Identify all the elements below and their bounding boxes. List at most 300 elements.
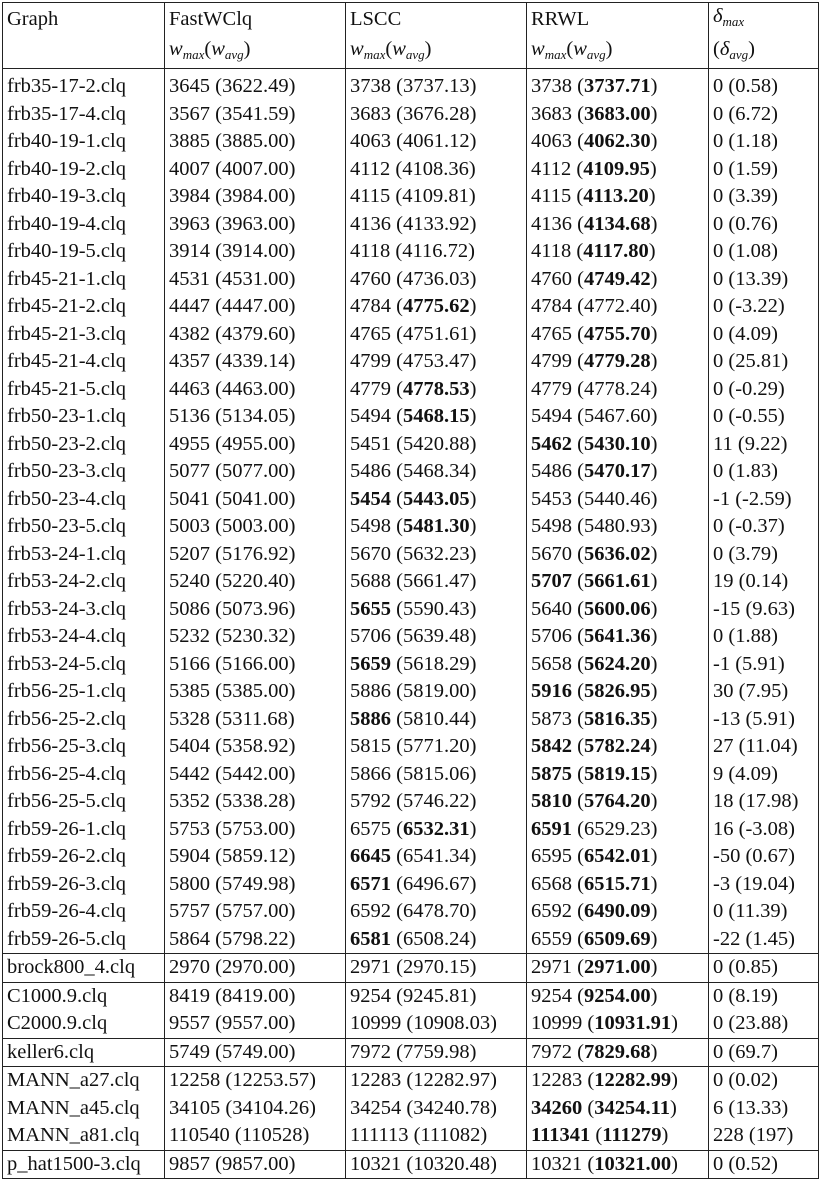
lscc-cell-max: 5659: [350, 652, 391, 675]
fastwclq-cell: 3885 (3885.00): [165, 128, 346, 156]
lscc-cell-max: 5655: [350, 597, 391, 620]
results-table-container: [2, 2, 819, 1179]
fastwclq-cell: 5003 (5003.00): [165, 513, 346, 541]
fastwclq-cell: 5240 (5220.40): [165, 568, 346, 596]
fastwclq-cell: 5077 (5077.00): [165, 458, 346, 486]
rrwl-cell-max: 4115: [531, 185, 572, 207]
lscc-cell-avg: 5618.29: [402, 652, 470, 675]
rrwl-cell-max: 5462: [531, 432, 572, 455]
wmax-wavg-label: $w_{max}$: [531, 37, 567, 62]
rrwl-cell: 34260 (34254.11): [527, 1095, 709, 1123]
table-row: [3, 623, 819, 651]
graph-name-cell: frb53-24-3.clq: [3, 596, 165, 624]
rrwl-cell-avg: 5641.36: [583, 625, 651, 647]
rrwl-cell: 2971 (2971.00): [527, 954, 709, 983]
rrwl-cell-max: 3683: [531, 102, 572, 125]
graph-name-cell: frb56-25-4.clq: [3, 761, 165, 789]
rrwl-cell: 5494 (5467.60): [527, 403, 709, 431]
fastwclq-cell: 3963 (3963.00): [165, 211, 346, 239]
graph-name-cell: frb56-25-3.clq: [3, 733, 165, 761]
lscc-cell-max: 5706: [350, 625, 391, 647]
rrwl-cell: 5707 (5661.61): [527, 568, 709, 596]
lscc-cell: 5486 (5468.34): [346, 458, 527, 486]
table-row: [3, 431, 819, 459]
table-row: [3, 1122, 819, 1150]
rrwl-cell: 5810 (5764.20): [527, 788, 709, 816]
lscc-cell: 9254 (9245.81): [346, 982, 527, 1010]
delta-cell: -13 (5.91): [709, 706, 819, 734]
fastwclq-cell-max: 4382: [169, 322, 210, 345]
table-row: [3, 293, 819, 321]
fastwclq-cell-max: 3567: [169, 102, 210, 125]
delta-cell: 0 (1.08): [709, 238, 819, 266]
rrwl-cell: 10999 (10931.91): [527, 1010, 709, 1038]
fastwclq-cell-max: 5207: [169, 542, 210, 565]
delta-cell: 6 (13.33): [709, 1095, 819, 1123]
lscc-cell-max: 5486: [350, 460, 391, 482]
table-row: [3, 266, 819, 294]
fastwclq-cell-avg: 3885.00: [221, 130, 289, 152]
fastwclq-cell: 4357 (4339.14): [165, 348, 346, 376]
rrwl-cell-max: 7972: [531, 1040, 572, 1063]
table-row: [3, 541, 819, 569]
rrwl-cell-avg: 4113.20: [583, 185, 649, 207]
lscc-cell-max: 5886: [350, 680, 391, 702]
graph-name-cell: keller6.clq: [3, 1038, 165, 1067]
fastwclq-cell-avg: 5338.28: [221, 790, 289, 812]
fastwclq-cell-avg: 110528: [241, 1124, 303, 1146]
table-row: [3, 376, 819, 404]
rrwl-cell-avg: 4117.80: [583, 240, 649, 262]
fastwclq-cell: 8419 (8419.00): [165, 982, 346, 1010]
delta-cell: 27 (11.04): [709, 733, 819, 761]
rrwl-cell: 4799 (4779.28): [527, 348, 709, 376]
lscc-cell: 4784 (4775.62): [346, 293, 527, 321]
rrwl-cell: 9254 (9254.00): [527, 982, 709, 1010]
lscc-cell-max: 5451: [350, 432, 391, 455]
rrwl-cell-max: 4063: [531, 130, 572, 152]
fastwclq-cell: 3645 (3622.49): [165, 73, 346, 101]
lscc-cell-avg: 4109.81: [402, 185, 469, 207]
rrwl-cell-avg: 5636.02: [583, 542, 651, 565]
lscc-cell: 4118 (4116.72): [346, 238, 527, 266]
lscc-cell-avg: 9245.81: [402, 984, 470, 1007]
fastwclq-cell-max: 5442: [169, 762, 210, 785]
graph-name-cell: frb40-19-5.clq: [3, 238, 165, 266]
lscc-cell-avg: 4108.36: [402, 157, 469, 180]
graph-name-cell: frb50-23-5.clq: [3, 513, 165, 541]
rrwl-cell: 4765 (4755.70): [527, 321, 709, 349]
graph-name-cell: MANN_a45.clq: [3, 1095, 165, 1123]
fastwclq-cell-max: 3984: [169, 185, 210, 207]
lscc-cell-avg: 6478.70: [402, 900, 470, 922]
fastwclq-cell: 5207 (5176.92): [165, 541, 346, 569]
fastwclq-cell-avg: 5757.00: [221, 900, 289, 922]
rrwl-cell-avg: 5470.17: [583, 460, 651, 482]
fastwclq-cell: 5041 (5041.00): [165, 486, 346, 514]
rrwl-cell-avg: 4778.24: [583, 377, 651, 400]
lscc-cell-max: 10321: [350, 1152, 402, 1175]
lscc-cell-avg: 5771.20: [402, 735, 470, 757]
fastwclq-cell: 5749 (5749.00): [165, 1038, 346, 1067]
graph-name-cell: frb45-21-4.clq: [3, 348, 165, 376]
rrwl-cell-avg: 4109.95: [583, 157, 650, 180]
fastwclq-cell: 12258 (12253.57): [165, 1067, 346, 1095]
lscc-cell-max: 6645: [350, 845, 391, 867]
header-rrwl: RRWL: [527, 3, 709, 36]
lscc-cell-max: 4799: [350, 350, 391, 372]
delta-cell: 0 (3.79): [709, 541, 819, 569]
fastwclq-cell: 4007 (4007.00): [165, 156, 346, 184]
rrwl-cell-avg: 3737.71: [583, 75, 651, 97]
fastwclq-cell-max: 4007: [169, 157, 210, 180]
lscc-cell-avg: 4751.61: [402, 322, 470, 345]
lscc-cell-avg: 4736.03: [402, 267, 470, 290]
graph-name-cell: frb53-24-4.clq: [3, 623, 165, 651]
lscc-cell-max: 4118: [350, 240, 391, 262]
header-lscc: LSCC: [346, 3, 527, 36]
rrwl-cell: 7972 (7829.68): [527, 1038, 709, 1067]
fastwclq-cell-avg: 4463.00: [221, 377, 289, 400]
rrwl-cell-avg: 7829.68: [583, 1040, 651, 1063]
fastwclq-cell-max: 5904: [169, 845, 210, 867]
lscc-cell: 5494 (5468.15): [346, 403, 527, 431]
fastwclq-cell-max: 5385: [169, 680, 210, 702]
fastwclq-cell-avg: 4339.14: [221, 350, 289, 372]
fastwclq-cell-avg: 5077.00: [221, 460, 289, 482]
fastwclq-cell-max: 8419: [169, 984, 210, 1007]
rrwl-cell-avg: 4749.42: [583, 267, 651, 290]
fastwclq-cell-avg: 5385.00: [221, 680, 289, 702]
lscc-cell-max: 3738: [350, 75, 391, 97]
lscc-cell: 5659 (5618.29): [346, 651, 527, 679]
fastwclq-cell-avg: 9857.00: [221, 1152, 289, 1175]
lscc-cell-avg: 5819.00: [402, 680, 470, 702]
graph-name-cell: frb59-26-3.clq: [3, 871, 165, 899]
table-row: [3, 211, 819, 239]
rrwl-cell-max: 3738: [531, 75, 572, 97]
graph-name-cell: p_hat1500-3.clq: [3, 1150, 165, 1179]
fastwclq-cell-avg: 5749.98: [221, 872, 289, 895]
lscc-cell-max: 5670: [350, 542, 391, 565]
rrwl-cell-max: 5486: [531, 460, 572, 482]
lscc-cell: 10321 (10320.48): [346, 1150, 527, 1179]
lscc-cell-max: 3683: [350, 102, 391, 125]
table-row: [3, 73, 819, 101]
lscc-cell-max: 4784: [350, 295, 391, 317]
fastwclq-cell-max: 5136: [169, 405, 210, 427]
lscc-cell: 5454 (5443.05): [346, 486, 527, 514]
fastwclq-cell-max: 5328: [169, 707, 210, 730]
lscc-cell-avg: 5639.48: [402, 625, 470, 647]
fastwclq-cell: 5136 (5134.05): [165, 403, 346, 431]
delta-cell: -1 (5.91): [709, 651, 819, 679]
lscc-cell-max: 4765: [350, 322, 391, 345]
lscc-cell: 3738 (3737.13): [346, 73, 527, 101]
graph-name-cell: C2000.9.clq: [3, 1010, 165, 1038]
table-row: [3, 183, 819, 211]
wmax-wavg-label: $w_{max}$: [169, 37, 205, 62]
fastwclq-cell: 5166 (5166.00): [165, 651, 346, 679]
graph-name-cell: frb35-17-4.clq: [3, 101, 165, 129]
graph-name-cell: frb50-23-1.clq: [3, 403, 165, 431]
rrwl-cell-max: 34260: [531, 1096, 583, 1119]
fastwclq-cell: 3567 (3541.59): [165, 101, 346, 129]
rrwl-cell-avg: 34254.11: [594, 1096, 670, 1119]
lscc-cell: 7972 (7759.98): [346, 1038, 527, 1067]
fastwclq-cell-max: 9557: [169, 1012, 210, 1034]
rrwl-cell-avg: 111279: [602, 1124, 662, 1146]
delta-cell: 0 (-0.55): [709, 403, 819, 431]
lscc-cell: 4136 (4133.92): [346, 211, 527, 239]
lscc-cell-avg: 4133.92: [402, 212, 470, 235]
rrwl-cell-max: 5670: [531, 542, 572, 565]
fastwclq-cell-max: 5757: [169, 900, 210, 922]
header-delta-avg: $(\delta_{avg})$: [709, 36, 819, 69]
rrwl-cell-max: 6591: [531, 817, 572, 840]
delta-cell: 0 (-0.37): [709, 513, 819, 541]
graph-name-cell: frb40-19-4.clq: [3, 211, 165, 239]
fastwclq-cell-avg: 5003.00: [221, 515, 289, 537]
graph-name-cell: frb45-21-2.clq: [3, 293, 165, 321]
fastwclq-cell-max: 3645: [169, 75, 210, 97]
rrwl-cell-max: 4779: [531, 377, 572, 400]
lscc-cell-avg: 3737.13: [402, 75, 470, 97]
graph-name-cell: MANN_a81.clq: [3, 1122, 165, 1150]
table-row: [3, 568, 819, 596]
fastwclq-cell-avg: 8419.00: [221, 984, 289, 1007]
rrwl-cell-max: 5916: [531, 680, 572, 702]
fastwclq-cell-avg: 5220.40: [221, 570, 289, 592]
rrwl-cell: 5706 (5641.36): [527, 623, 709, 651]
delta-cell: 0 (3.39): [709, 183, 819, 211]
rrwl-cell: 3738 (3737.71): [527, 73, 709, 101]
table-row: [3, 403, 819, 431]
delta-cell: 0 (1.18): [709, 128, 819, 156]
fastwclq-cell: 5904 (5859.12): [165, 843, 346, 871]
rrwl-cell: 10321 (10321.00): [527, 1150, 709, 1179]
fastwclq-cell-avg: 4955.00: [221, 432, 289, 455]
fastwclq-cell-avg: 9557.00: [221, 1012, 289, 1034]
fastwclq-cell: 3984 (3984.00): [165, 183, 346, 211]
rrwl-cell: 4136 (4134.68): [527, 211, 709, 239]
graph-name-cell: frb45-21-1.clq: [3, 266, 165, 294]
lscc-cell-avg: 5746.22: [402, 790, 470, 812]
lscc-cell: 5688 (5661.47): [346, 568, 527, 596]
fastwclq-cell-max: 3963: [169, 212, 210, 235]
rrwl-cell-avg: 5467.60: [583, 405, 651, 427]
lscc-cell-max: 5815: [350, 735, 391, 757]
lscc-cell-avg: 10320.48: [413, 1152, 491, 1175]
lscc-cell-avg: 6532.31: [402, 817, 470, 840]
lscc-cell: 4779 (4778.53): [346, 376, 527, 404]
fastwclq-cell-avg: 5442.00: [221, 762, 289, 785]
graph-name-cell: frb35-17-2.clq: [3, 73, 165, 101]
fastwclq-cell-max: 9857: [169, 1152, 210, 1175]
fastwclq-cell: 4463 (4463.00): [165, 376, 346, 404]
delta-cell: 11 (9.22): [709, 431, 819, 459]
delta-cell: 0 (6.72): [709, 101, 819, 129]
fastwclq-cell-avg: 3914.00: [221, 240, 289, 262]
rrwl-cell-avg: 4134.68: [583, 212, 651, 235]
fastwclq-cell-avg: 5176.92: [221, 542, 289, 565]
rrwl-cell-avg: 5661.61: [583, 570, 651, 592]
graph-name-cell: frb59-26-2.clq: [3, 843, 165, 871]
rrwl-cell-avg: 6542.01: [583, 845, 651, 867]
lscc-cell: 5451 (5420.88): [346, 431, 527, 459]
table-row: [3, 733, 819, 761]
fastwclq-cell-avg: 5134.05: [221, 405, 289, 427]
fastwclq-cell-max: 3914: [169, 240, 210, 262]
rrwl-cell-max: 6568: [531, 872, 572, 895]
fastwclq-cell-max: 4955: [169, 432, 210, 455]
lscc-cell-max: 6581: [350, 927, 391, 950]
lscc-cell: 4115 (4109.81): [346, 183, 527, 211]
fastwclq-cell-avg: 4447.00: [221, 295, 289, 317]
lscc-cell-max: 111113: [350, 1124, 409, 1146]
graph-name-cell: frb40-19-1.clq: [3, 128, 165, 156]
lscc-cell-avg: 34240.78: [413, 1096, 491, 1119]
fastwclq-cell-max: 5404: [169, 735, 210, 757]
delta-cell: 0 (69.7): [709, 1038, 819, 1067]
fastwclq-cell-avg: 5749.00: [221, 1040, 289, 1063]
fastwclq-cell-max: 12258: [169, 1069, 221, 1091]
delta-cell: 0 (0.02): [709, 1067, 819, 1095]
lscc-cell: 6592 (6478.70): [346, 898, 527, 926]
lscc-cell: 5655 (5590.43): [346, 596, 527, 624]
rrwl-cell-avg: 9254.00: [583, 984, 651, 1007]
delta-cell: 0 (4.09): [709, 321, 819, 349]
table-body: [3, 69, 819, 1179]
table-row: [3, 238, 819, 266]
rrwl-cell-avg: 10321.00: [594, 1152, 672, 1175]
table-row: [3, 954, 819, 983]
graph-name-cell: frb59-26-5.clq: [3, 926, 165, 954]
rrwl-cell-max: 4136: [531, 212, 572, 235]
fastwclq-cell-avg: 3541.59: [221, 102, 289, 125]
graph-name-cell: frb56-25-5.clq: [3, 788, 165, 816]
rrwl-cell-max: 10999: [531, 1012, 583, 1034]
lscc-cell-max: 5494: [350, 405, 391, 427]
lscc-cell-avg: 4116.72: [402, 240, 469, 262]
lscc-cell: 5792 (5746.22): [346, 788, 527, 816]
header-graph: Graph: [3, 3, 165, 36]
delta-cell: 0 (23.88): [709, 1010, 819, 1038]
rrwl-cell-max: 5658: [531, 652, 572, 675]
rrwl-cell-avg: 12282.99: [594, 1069, 672, 1091]
rrwl-cell-avg: 5782.24: [583, 735, 651, 757]
fastwclq-cell-max: 5352: [169, 790, 210, 812]
table-row: [3, 101, 819, 129]
rrwl-cell: 5498 (5480.93): [527, 513, 709, 541]
fastwclq-cell-max: 5232: [169, 625, 210, 647]
delta-cell: 0 (13.39): [709, 266, 819, 294]
fastwclq-cell-avg: 4007.00: [221, 157, 289, 180]
rrwl-cell: 4063 (4062.30): [527, 128, 709, 156]
delta-cell: 9 (4.09): [709, 761, 819, 789]
table-row: [3, 816, 819, 844]
lscc-cell: 5886 (5819.00): [346, 678, 527, 706]
lscc-cell-max: 5498: [350, 515, 391, 537]
lscc-cell-max: 5792: [350, 790, 391, 812]
lscc-cell-avg: 4778.53: [402, 377, 470, 400]
fastwclq-cell: 4955 (4955.00): [165, 431, 346, 459]
rrwl-cell-avg: 5819.15: [583, 762, 651, 785]
fastwclq-cell-max: 4463: [169, 377, 210, 400]
fastwclq-cell: 5328 (5311.68): [165, 706, 346, 734]
fastwclq-cell: 9857 (9857.00): [165, 1150, 346, 1179]
table-row: [3, 1067, 819, 1095]
rrwl-cell-max: 12283: [531, 1069, 583, 1091]
rrwl-cell-avg: 5440.46: [583, 487, 651, 510]
fastwclq-cell-max: 34105: [169, 1096, 221, 1119]
graph-name-cell: frb45-21-3.clq: [3, 321, 165, 349]
fastwclq-cell: 5864 (5798.22): [165, 926, 346, 954]
lscc-cell-max: 10999: [350, 1012, 402, 1034]
delta-cell: 228 (197): [709, 1122, 819, 1150]
table-row: [3, 898, 819, 926]
graph-name-cell: frb45-21-5.clq: [3, 376, 165, 404]
fastwclq-cell-max: 5166: [169, 652, 210, 675]
lscc-cell: 5706 (5639.48): [346, 623, 527, 651]
table-row: [3, 843, 819, 871]
rrwl-cell-max: 6592: [531, 900, 572, 922]
lscc-cell: 5886 (5810.44): [346, 706, 527, 734]
table-row: [3, 486, 819, 514]
fastwclq-cell-max: 5749: [169, 1040, 210, 1063]
fastwclq-cell: 5442 (5442.00): [165, 761, 346, 789]
rrwl-cell-avg: 6515.71: [583, 872, 651, 895]
rrwl-cell-avg: 4772.40: [583, 295, 651, 317]
rrwl-cell-avg: 5764.20: [583, 790, 651, 812]
fastwclq-cell-avg: 5311.68: [221, 707, 288, 730]
delta-cell: 0 (1.88): [709, 623, 819, 651]
rrwl-cell-max: 111341: [531, 1124, 591, 1146]
table-header: [3, 3, 819, 69]
header-rrwl-sub: $w_{max}(w_{avg})$: [527, 36, 709, 69]
fastwclq-cell-avg: 5798.22: [221, 927, 289, 950]
lscc-cell-avg: 5481.30: [402, 515, 470, 537]
lscc-cell-max: 4760: [350, 267, 391, 290]
delta-cell: 0 (0.58): [709, 73, 819, 101]
rrwl-cell-max: 4799: [531, 350, 572, 372]
graph-name-cell: frb59-26-4.clq: [3, 898, 165, 926]
fastwclq-cell-max: 3885: [169, 130, 210, 152]
lscc-cell: 111113 (111082): [346, 1122, 527, 1150]
lscc-cell: 34254 (34240.78): [346, 1095, 527, 1123]
fastwclq-cell-avg: 5041.00: [221, 487, 289, 510]
rrwl-cell-max: 6595: [531, 845, 572, 867]
fastwclq-cell-max: 5240: [169, 570, 210, 592]
fastwclq-cell-max: 2970: [169, 956, 210, 978]
fastwclq-cell-avg: 5073.96: [221, 597, 289, 620]
rrwl-cell: 6595 (6542.01): [527, 843, 709, 871]
lscc-cell-avg: 7759.98: [402, 1040, 470, 1063]
delta-cell: -50 (0.67): [709, 843, 819, 871]
lscc-cell: 4760 (4736.03): [346, 266, 527, 294]
graph-name-cell: frb40-19-2.clq: [3, 156, 165, 184]
delta-cell: -15 (9.63): [709, 596, 819, 624]
fastwclq-cell-max: 110540: [169, 1124, 230, 1146]
delta-cell: 0 (0.76): [709, 211, 819, 239]
header-fastwclq: FastWClq: [165, 3, 346, 36]
lscc-cell-max: 5454: [350, 487, 391, 510]
rrwl-cell: 5670 (5636.02): [527, 541, 709, 569]
table-row: [3, 678, 819, 706]
fastwclq-cell-avg: 3984.00: [221, 185, 289, 207]
fastwclq-cell-max: 5041: [169, 487, 210, 510]
table-row: [3, 513, 819, 541]
